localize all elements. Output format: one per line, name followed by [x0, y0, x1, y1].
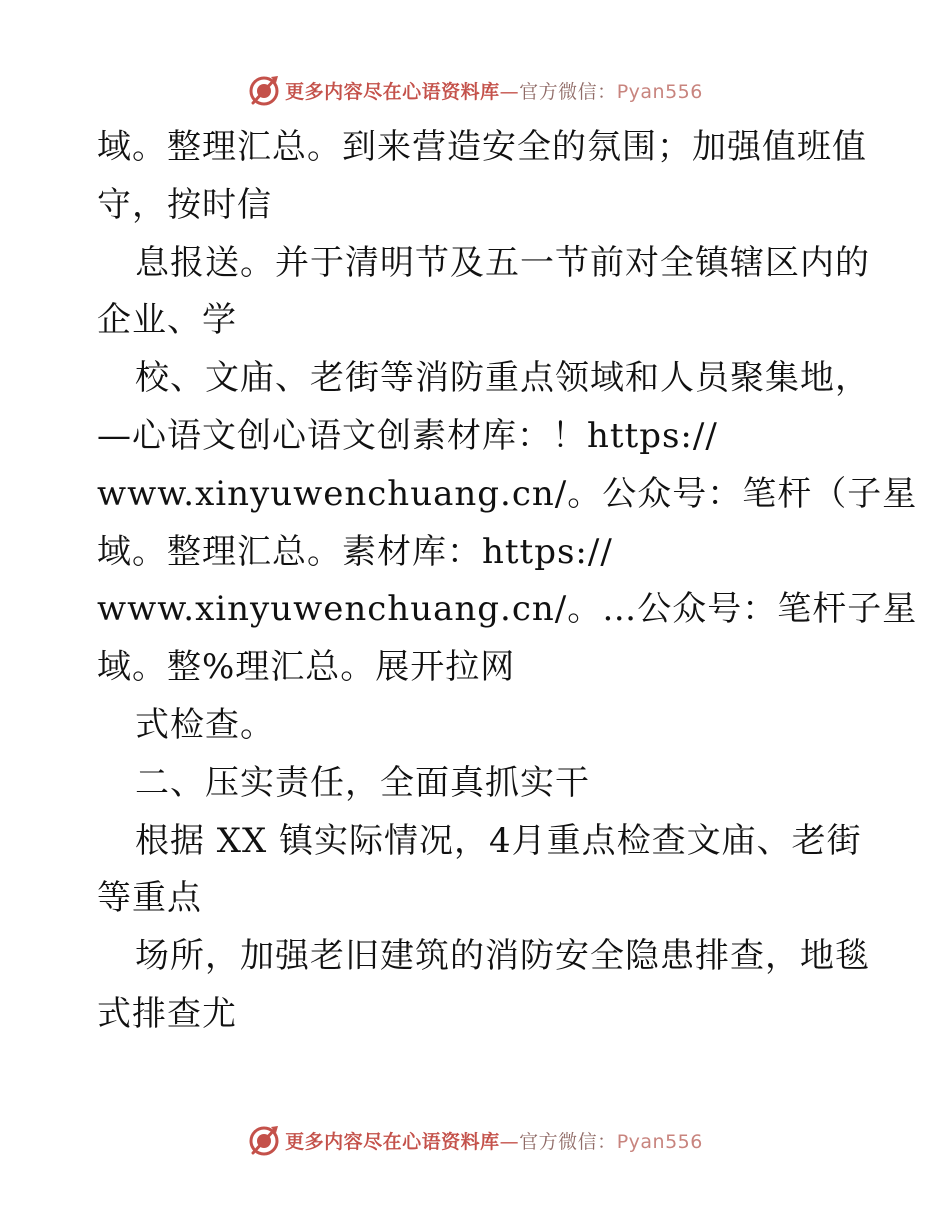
text-line: 域。整%理汇总。展开拉网: [97, 647, 516, 688]
text-line: 根据 XX 镇实际情况，4月重点检查文庙、老街: [135, 820, 862, 861]
quill-seal-icon: [247, 73, 281, 107]
text-line: www.xinyuwenchuang.cn/。…公众号：笔杆子星: [97, 589, 918, 630]
footer-banner-text: [285, 1127, 703, 1154]
text-line: 域。整理汇总。素材库：https://: [97, 531, 613, 572]
quill-seal-icon: [247, 1123, 281, 1157]
text-line: 式检查。: [135, 704, 275, 745]
text-line: 守，按时信: [97, 184, 272, 225]
document-body: [97, 119, 918, 1044]
footer-separator: —: [499, 1130, 520, 1153]
text-line: 场所，加强老旧建筑的消防安全隐患排查，地毯: [135, 936, 870, 977]
footer-banner: [0, 1120, 950, 1160]
text-line: www.xinyuwenchuang.cn/。公众号：笔杆（子星: [97, 473, 918, 514]
header-separator: —: [499, 80, 520, 103]
header-banner-text: [285, 77, 703, 104]
header-wechat-label: 官方微信：: [519, 80, 617, 103]
footer-wechat-id: Pyan556: [616, 1130, 703, 1153]
text-line: 等重点: [97, 878, 202, 919]
text-line: 域。整理汇总。到来营造安全的氛围；加强值班值: [97, 127, 867, 167]
text-line: 企业、学: [97, 300, 237, 341]
text-line: —心语文创心语文创素材库：！https://: [97, 415, 718, 456]
text-line: 校、文庙、老街等消防重点领域和人员聚集地，: [135, 358, 870, 399]
header-wechat-id: Pyan556: [616, 80, 703, 103]
footer-brand: 更多内容尽在心语资料库: [285, 1130, 500, 1153]
text-line: 式排查尤: [97, 993, 237, 1034]
footer-wechat-label: 官方微信：: [519, 1130, 617, 1153]
header-banner: [0, 70, 950, 110]
text-line: 息报送。并于清明节及五一节前对全镇辖区内的: [135, 242, 870, 283]
header-brand: 更多内容尽在心语资料库: [285, 80, 500, 103]
section-heading: 二、压实责任，全面真抓实干: [135, 762, 590, 803]
